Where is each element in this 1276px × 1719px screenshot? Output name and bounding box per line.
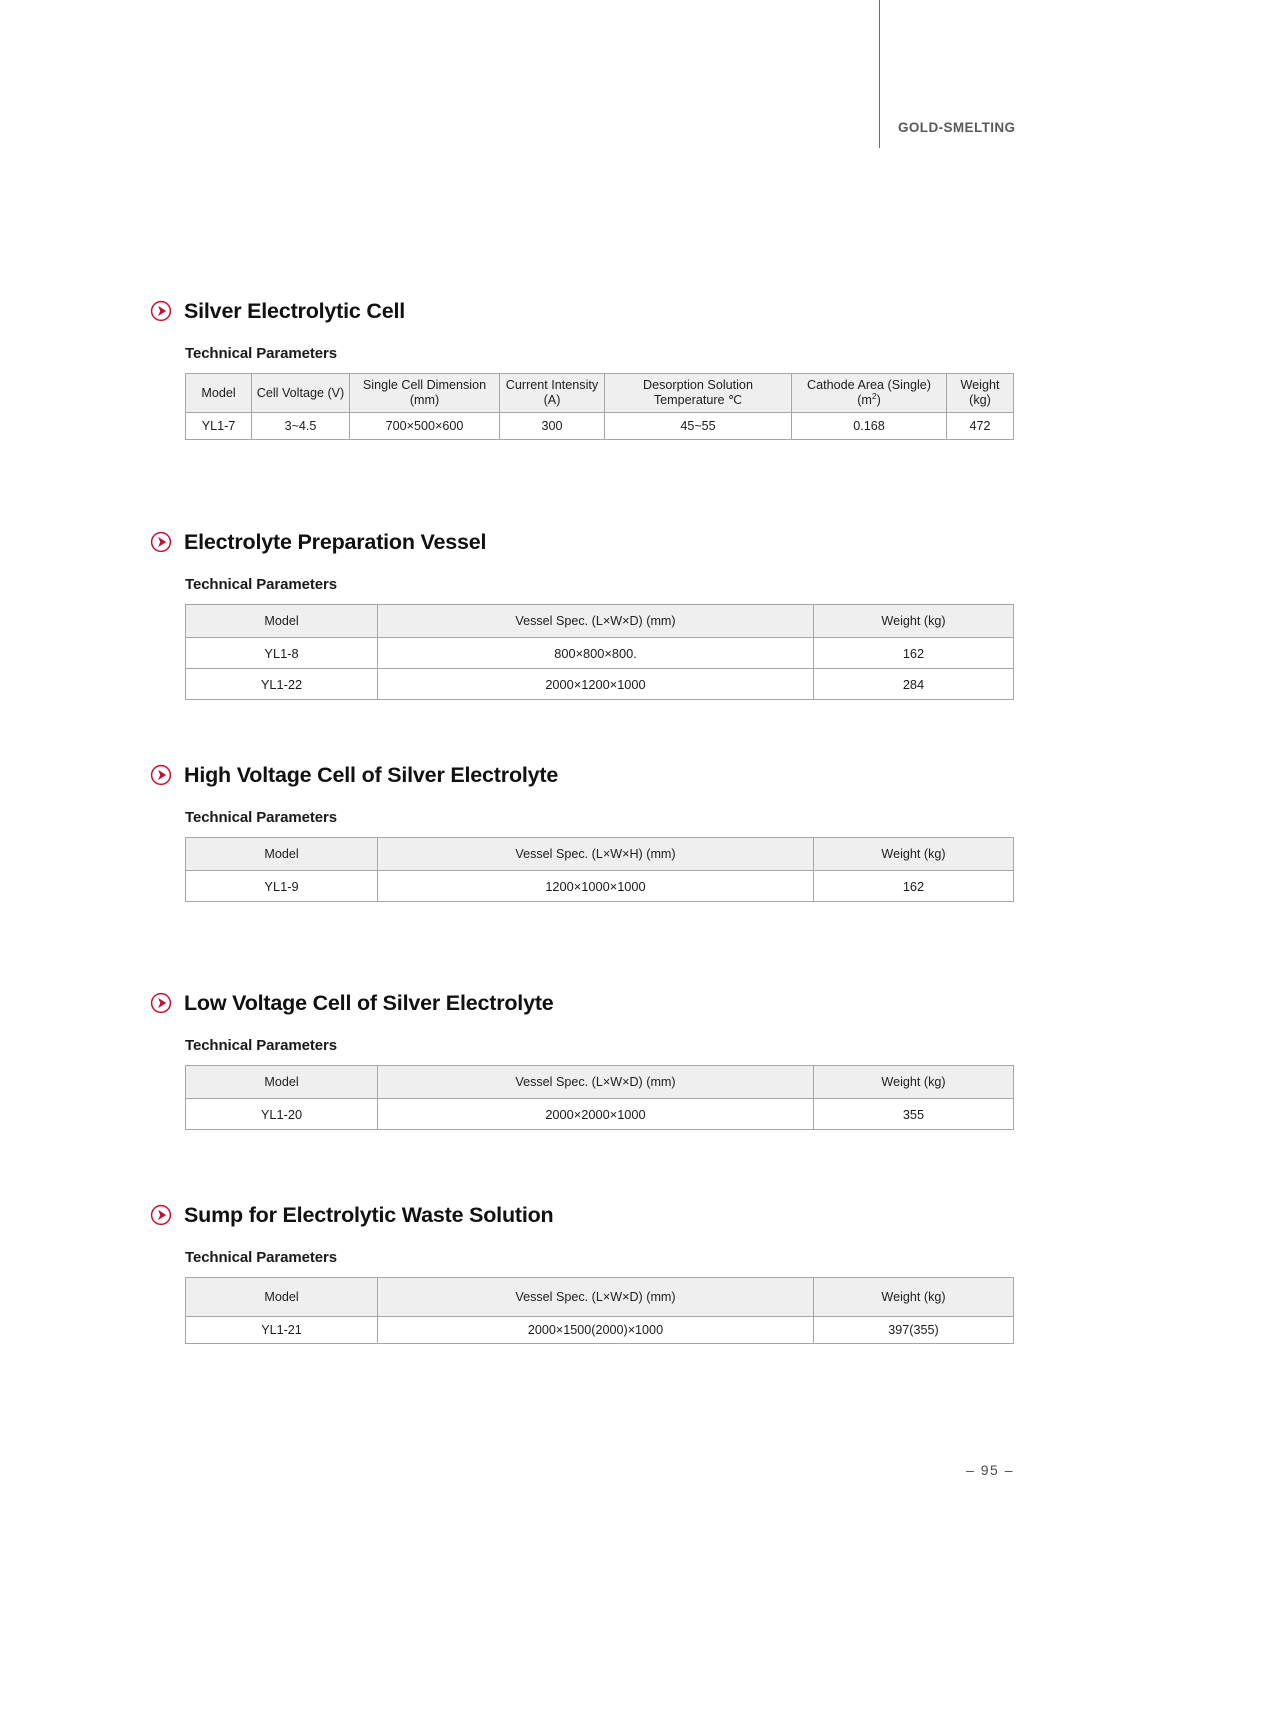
cell-weight: 397(355) bbox=[814, 1317, 1014, 1344]
spec-table-silver-electrolytic-cell bbox=[185, 373, 1014, 440]
section-subtitle: Technical Parameters bbox=[185, 1037, 337, 1054]
column-header-weight: Weight (kg) bbox=[814, 838, 1014, 871]
cell-weight: 162 bbox=[814, 871, 1014, 902]
section-title: Low Voltage Cell of Silver Electrolyte bbox=[184, 991, 554, 1015]
cell-model: YL1-9 bbox=[186, 871, 378, 902]
cell-vessel-spec: 2000×1200×1000 bbox=[378, 669, 814, 700]
column-header-model: Model bbox=[186, 605, 378, 638]
column-header-vessel-spec: Vessel Spec. (L×W×D) (mm) bbox=[378, 1066, 814, 1099]
cell-cathode-area: 0.168 bbox=[792, 413, 947, 440]
column-header-vessel-spec: Vessel Spec. (L×W×D) (mm) bbox=[378, 1278, 814, 1317]
column-header-vessel-spec: Vessel Spec. (L×W×D) (mm) bbox=[378, 605, 814, 638]
circle-play-arrow-icon bbox=[150, 992, 172, 1014]
column-header-model: Model bbox=[186, 838, 378, 871]
page-header bbox=[0, 0, 1276, 150]
section-subtitle: Technical Parameters bbox=[185, 345, 337, 362]
section-low-voltage-cell bbox=[150, 988, 1015, 1130]
table-header-row bbox=[186, 1278, 1014, 1317]
column-header-cell-voltage: Cell Voltage (V) bbox=[252, 374, 350, 413]
section-title: Silver Electrolytic Cell bbox=[184, 299, 406, 323]
table-header-row bbox=[186, 838, 1014, 871]
table-header-row bbox=[186, 374, 1014, 413]
column-header-weight: Weight (kg) bbox=[814, 1066, 1014, 1099]
cell-desorption-temperature: 45~55 bbox=[605, 413, 792, 440]
cell-weight: 355 bbox=[814, 1099, 1014, 1130]
column-header-weight: Weight (kg) bbox=[947, 374, 1014, 413]
circle-play-arrow-icon bbox=[150, 1204, 172, 1226]
section-title: Electrolyte Preparation Vessel bbox=[184, 530, 487, 554]
circle-play-arrow-icon bbox=[150, 764, 172, 786]
table-row bbox=[186, 638, 1014, 669]
cell-model: YL1-7 bbox=[186, 413, 252, 440]
table-header-row bbox=[186, 1066, 1014, 1099]
section-subtitle: Technical Parameters bbox=[185, 576, 337, 593]
column-header-vessel-spec: Vessel Spec. (L×W×H) (mm) bbox=[378, 838, 814, 871]
cell-single-cell-dimension: 700×500×600 bbox=[350, 413, 500, 440]
cell-vessel-spec: 2000×2000×1000 bbox=[378, 1099, 814, 1130]
column-header-current-intensity: Current Intensity (A) bbox=[500, 374, 605, 413]
table-row bbox=[186, 871, 1014, 902]
column-header-cathode-area: Cathode Area (Single) $(m^2)$ bbox=[792, 374, 947, 413]
table-row bbox=[186, 669, 1014, 700]
section-title: Sump for Electrolytic Waste Solution bbox=[184, 1203, 554, 1227]
table-row bbox=[186, 1099, 1014, 1130]
cell-model: YL1-21 bbox=[186, 1317, 378, 1344]
table-row bbox=[186, 413, 1014, 440]
section-electrolyte-preparation-vessel bbox=[150, 527, 1015, 700]
cell-model: YL1-8 bbox=[186, 638, 378, 669]
header-section-label: GOLD-SMELTING bbox=[898, 120, 1016, 135]
table-row bbox=[186, 1317, 1014, 1344]
cell-weight: 472 bbox=[947, 413, 1014, 440]
cell-vessel-spec: 2000×1500(2000)×1000 bbox=[378, 1317, 814, 1344]
section-title: High Voltage Cell of Silver Electrolyte bbox=[184, 763, 559, 787]
cell-weight: 162 bbox=[814, 638, 1014, 669]
column-header-weight: Weight (kg) bbox=[814, 605, 1014, 638]
section-heading bbox=[150, 760, 1015, 790]
spec-table-high-voltage-cell bbox=[185, 837, 1014, 902]
section-silver-electrolytic-cell bbox=[150, 296, 1015, 440]
section-subtitle: Technical Parameters bbox=[185, 1249, 337, 1266]
section-high-voltage-cell bbox=[150, 760, 1015, 902]
section-subtitle: Technical Parameters bbox=[185, 809, 337, 826]
spec-table-electrolyte-preparation-vessel bbox=[185, 604, 1014, 700]
table-header-row bbox=[186, 605, 1014, 638]
cell-vessel-spec: 800×800×800. bbox=[378, 638, 814, 669]
circle-play-arrow-icon bbox=[150, 300, 172, 322]
cell-model: YL1-22 bbox=[186, 669, 378, 700]
spec-table-low-voltage-cell bbox=[185, 1065, 1014, 1130]
column-header-model: Model bbox=[186, 1066, 378, 1099]
cell-cell-voltage: 3~4.5 bbox=[252, 413, 350, 440]
cathode-area-unit: $(m^2)$ bbox=[857, 390, 881, 407]
header-vertical-rule bbox=[879, 0, 880, 148]
column-header-weight: Weight (kg) bbox=[814, 1278, 1014, 1317]
cell-weight: 284 bbox=[814, 669, 1014, 700]
page-number: – 95 – bbox=[966, 1462, 1014, 1478]
section-sump-for-electrolytic-waste-solution bbox=[150, 1200, 1015, 1344]
cell-vessel-spec: 1200×1000×1000 bbox=[378, 871, 814, 902]
section-heading bbox=[150, 296, 1015, 326]
section-heading bbox=[150, 988, 1015, 1018]
cell-current-intensity: 300 bbox=[500, 413, 605, 440]
spec-table-sump-waste-solution bbox=[185, 1277, 1014, 1344]
section-heading bbox=[150, 1200, 1015, 1230]
column-header-model: Model bbox=[186, 374, 252, 413]
column-header-model: Model bbox=[186, 1278, 378, 1317]
section-heading bbox=[150, 527, 1015, 557]
column-header-single-cell-dimension: Single Cell Dimension (mm) bbox=[350, 374, 500, 413]
column-header-desorption-solution-temperature: Desorption Solution Temperature ℃ bbox=[605, 374, 792, 413]
circle-play-arrow-icon bbox=[150, 531, 172, 553]
cell-model: YL1-20 bbox=[186, 1099, 378, 1130]
